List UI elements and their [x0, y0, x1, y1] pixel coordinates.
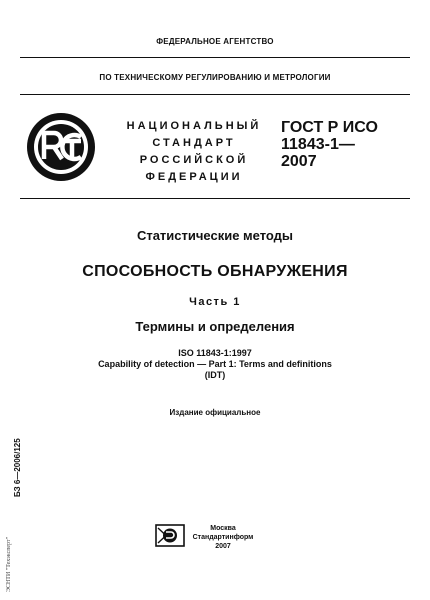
standard-line-standard: СТАНДАРТ [152, 137, 236, 149]
header-rule-top [20, 57, 410, 58]
standard-line-federation: ФЕДЕРАЦИИ [145, 171, 243, 183]
publisher-block [188, 524, 258, 551]
title-separator-rule [20, 198, 410, 199]
subject-title: Статистические методы [136, 228, 294, 243]
designation-line3: 2007 [281, 153, 317, 170]
designation-line2: 11843-1— [281, 136, 355, 153]
watermark-text: ЭСНТИ "Техэксперт" [6, 536, 12, 592]
iso-number: ISO 11843-1:1997 [178, 348, 252, 358]
agency-name-line2: ПО ТЕХНИЧЕСКОМУ РЕГУЛИРОВАНИЮ И МЕТРОЛОГИИ [99, 73, 331, 82]
iso-reference [0, 348, 430, 381]
header-rule-bottom [20, 94, 410, 95]
side-catalog-code: БЗ 6—2006/125 [13, 438, 22, 497]
iso-equivalence: (IDT) [204, 370, 226, 380]
standartinform-logo-icon [155, 524, 185, 547]
standard-type-block [124, 118, 264, 186]
main-title: СПОСОБНОСТЬ ОБНАРУЖЕНИЯ [82, 263, 348, 280]
edition-note: Издание официальное [169, 408, 261, 417]
part-number: Часть 1 [189, 296, 241, 308]
publisher-name: Стандартинформ [192, 534, 254, 541]
rst-circle-logo-icon [25, 111, 97, 183]
iso-english-title: Capability of detection — Part 1: Terms and definitions [98, 359, 332, 369]
standard-line-national: НАЦИОНАЛЬНЫЙ [126, 120, 262, 132]
publisher-year: 2007 [215, 543, 231, 550]
agency-name-line1: ФЕДЕРАЛЬНОЕ АГЕНТСТВО [156, 37, 274, 46]
part-title: Термины и определения [135, 319, 295, 334]
standard-line-russian: РОССИЙСКОЙ [139, 154, 249, 166]
designation-line1: ГОСТ Р ИСО [281, 119, 378, 136]
publisher-city: Москва [210, 525, 236, 532]
standard-designation [281, 119, 378, 170]
